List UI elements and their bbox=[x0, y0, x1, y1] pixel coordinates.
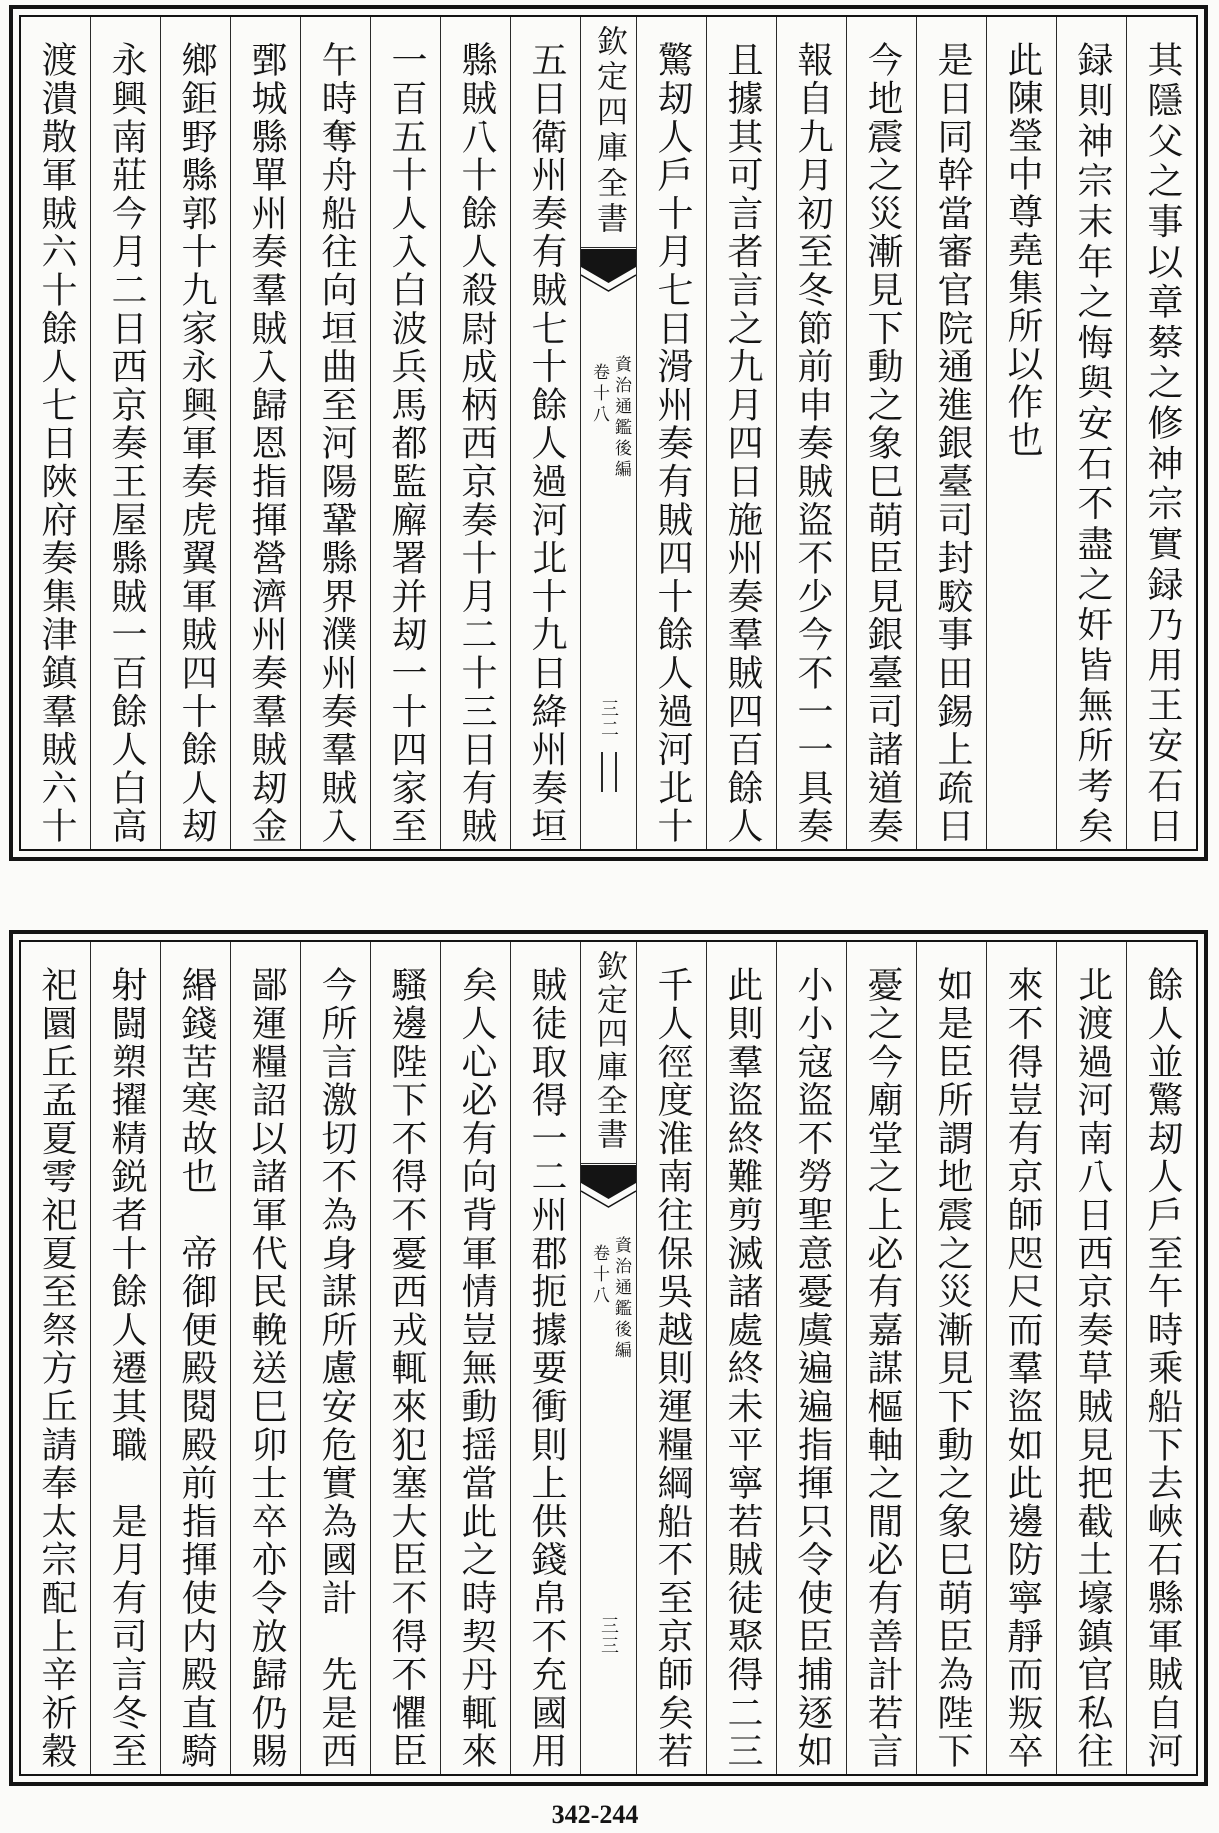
center-fold bbox=[580, 17, 636, 849]
text-column: 一百五十人入白波兵馬都監廨署并刼一十四家至 bbox=[370, 17, 440, 849]
book-series-label: 欽定四庫全書 bbox=[581, 942, 636, 1164]
text-column: 鄙運糧詔以諸軍代民輓送巳卯士卒亦令放歸仍賜 bbox=[230, 942, 300, 1774]
text-column: 永興南莊今月二日西京奏王屋縣賊一百餘人白高 bbox=[90, 17, 160, 849]
fish-tail-ornament-icon bbox=[581, 1165, 636, 1225]
text-column: 祀圜丘孟夏雩祀夏至祭方丘請奉太宗配上辛祈穀 bbox=[36, 966, 77, 1768]
text-column: 騷邊陛下不得不憂西戎輒來犯塞大臣不得不懼臣 bbox=[370, 942, 440, 1774]
text-column: 鄉鉅野縣郭十九家永興軍奏虎翼軍賊四十餘人刼 bbox=[160, 17, 230, 849]
text-column: 且據其可言者言之九月四日施州奏羣賊四百餘人 bbox=[706, 17, 776, 849]
text-column: 五日衛州奏有賊七十餘人過河北十九日絳州奏垣 bbox=[510, 17, 580, 849]
text-column: 縣賊八十餘人殺尉成柄西京奏十月二十三日有賊 bbox=[440, 17, 510, 849]
page-number: 三二 bbox=[598, 699, 619, 739]
text-column: 報自九月初至冬節前申奏賊盜不少今不一一具奏 bbox=[776, 17, 846, 849]
text-column: 其隱父之事以章蔡之修神宗實録乃用王安石日 bbox=[1126, 17, 1196, 849]
text-column: 緡錢苦寒故也 帝御便殿閱殿前指揮使内殿直騎 bbox=[160, 942, 230, 1774]
text-column: 北渡過河南八日西京奏草賊見把截土壕鎮官私往 bbox=[1056, 942, 1126, 1774]
text-column: 此陳瑩中尊堯集所以作也 bbox=[986, 17, 1056, 849]
text-column: 餘人並驚刼人户至午時乘船下去峽石縣軍賊自河 bbox=[1126, 942, 1196, 1774]
page-number: 三三 bbox=[598, 1616, 619, 1656]
text-column: 鄄城縣單州奏羣賊入歸恩指揮營濟州奏羣賊刼金 bbox=[230, 17, 300, 849]
text-column: 是日同幹當審官院通進銀臺司封駮事田錫上疏曰 bbox=[916, 17, 986, 849]
volume-label: 卷十八 bbox=[589, 363, 609, 426]
fish-tail-ornament-icon bbox=[581, 249, 636, 309]
text-column: 射闘槊擢精鋭者十餘人遷其職 是月有司言冬至 bbox=[90, 942, 160, 1774]
text-column: 千人徑度淮南往保吳越則運糧綱船不至京師矣若 bbox=[636, 942, 706, 1774]
text-column: 矣人心必有向背軍情豈無動揺當此之時契丹輒來 bbox=[440, 942, 510, 1774]
book-series-label: 欽定四庫全書 bbox=[581, 17, 636, 248]
text-column: 午時奪舟船往向垣曲至河陽鞏縣界濮州奏羣賊入 bbox=[300, 17, 370, 849]
fold-tick-mark bbox=[615, 752, 617, 792]
page-code: 342-244 bbox=[551, 1800, 639, 1829]
text-column: 今所言激切不為身謀所慮安危實為國計 先是西 bbox=[300, 942, 370, 1774]
top-page-panel bbox=[9, 5, 1208, 861]
text-column: 憂之今廟堂之上必有嘉謀樞軸之閒必有善計若言 bbox=[846, 942, 916, 1774]
text-column: 如是臣所謂地震之災漸見下動之象巳萌臣為陛下 bbox=[916, 942, 986, 1774]
book-title-label: 資治通鑑後編 bbox=[611, 355, 631, 481]
center-fold bbox=[580, 942, 636, 1774]
book-title-label: 資治通鑑後編 bbox=[611, 1236, 631, 1362]
text-column: 今地震之災漸見下動之象巳萌臣見銀臺司諸道奏 bbox=[846, 17, 916, 849]
top-page-frame bbox=[19, 15, 1198, 851]
text-column: 驚刼人户十月七日滑州奏有賊四十餘人過河北十 bbox=[636, 17, 706, 849]
bottom-page-panel bbox=[9, 930, 1208, 1786]
volume-label: 卷十八 bbox=[589, 1244, 609, 1307]
text-column: 渡潰散軍賊六十餘人七日陜府奏集津鎮羣賊六十 bbox=[36, 41, 77, 843]
text-column: 録則神宗末年之悔與安石不盡之奸皆無所考矣 bbox=[1056, 17, 1126, 849]
fold-tick-mark bbox=[601, 752, 603, 792]
bottom-page-frame bbox=[19, 940, 1198, 1776]
text-column: 來不得豈有京師咫尺而羣盜如此邊防寧靜而叛卒 bbox=[986, 942, 1056, 1774]
text-column: 賊徒取得一二州郡扼據要衝則上供錢帛不充國用 bbox=[510, 942, 580, 1774]
text-column: 此則羣盜終難剪滅諸處終未平寧若賊徒聚得二三 bbox=[706, 942, 776, 1774]
text-column: 小小寇盜不勞聖意憂虞遍遍指揮只令使臣捕逐如 bbox=[776, 942, 846, 1774]
